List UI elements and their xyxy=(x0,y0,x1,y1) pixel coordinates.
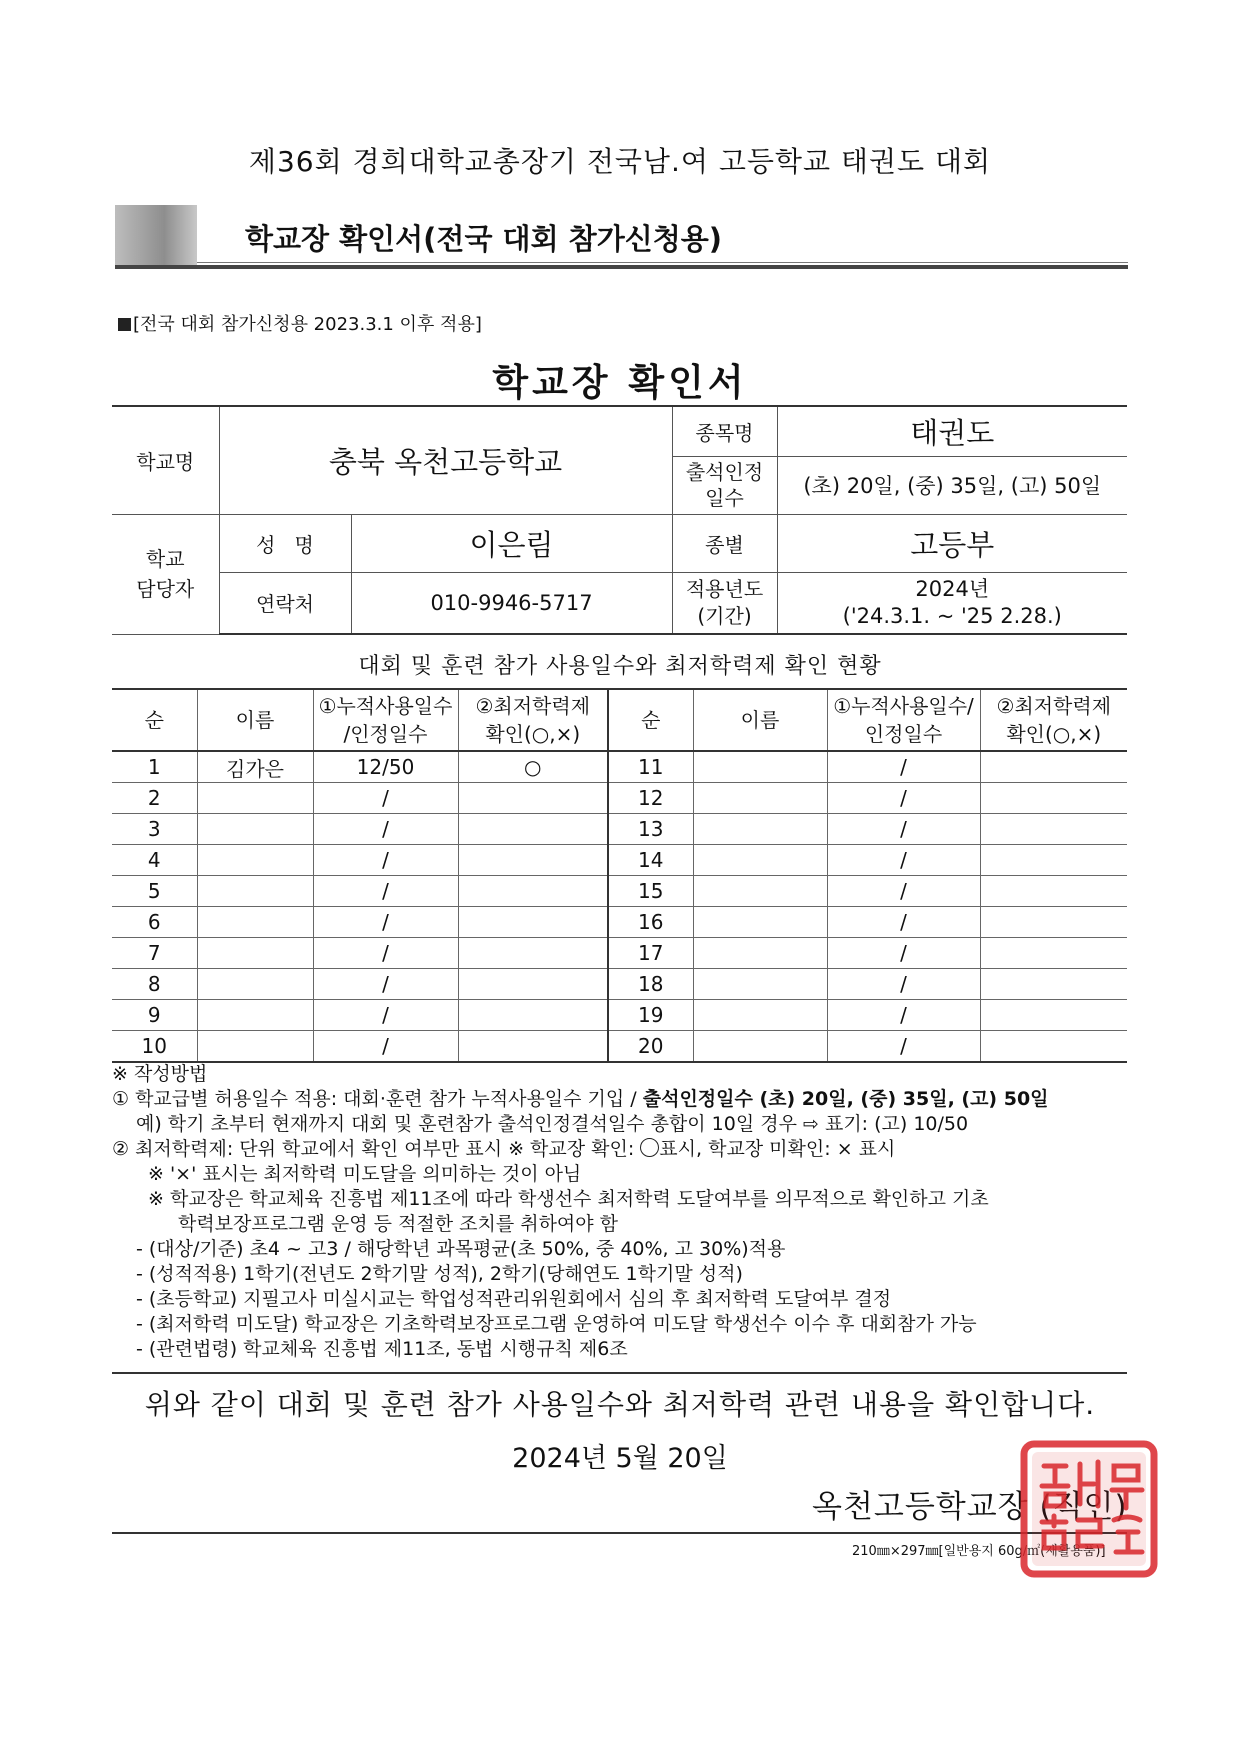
row-no: 4 xyxy=(112,845,197,876)
col-days-right-line2: 인정일수 xyxy=(864,722,943,746)
row-check-right xyxy=(980,876,1127,907)
row-days-right: / xyxy=(827,814,980,845)
row-no-right: 11 xyxy=(608,751,693,783)
row-name-right xyxy=(693,1000,827,1031)
row-days-right: / xyxy=(827,845,980,876)
row-check-right xyxy=(980,1000,1127,1031)
row-days: / xyxy=(313,845,458,876)
notice-text: [전국 대회 참가신청용 2023.3.1 이후 적용] xyxy=(133,314,482,335)
school-label: 학교명 xyxy=(112,406,219,514)
method-line-10: - (최저학력 미도달) 학교장은 기초학력보장프로그램 운영하여 미도달 학생선수 이수 후 대회참가 가능 xyxy=(136,1313,977,1335)
row-no: 3 xyxy=(112,814,197,845)
row-name-right xyxy=(693,938,827,969)
year-label-line1: 적용년도 xyxy=(685,576,764,601)
row-days: / xyxy=(313,1000,458,1031)
official-seal-icon xyxy=(1018,1438,1160,1580)
row-check-right xyxy=(980,1031,1127,1063)
row-days: / xyxy=(313,876,458,907)
row-check xyxy=(458,814,608,845)
method-line-6: 학력보장프로그램 운영 등 적절한 조치를 취하여야 함 xyxy=(178,1213,619,1235)
method-line-2: 예) 학기 초부터 현재까지 대회 및 훈련참가 출석인정결석일수 총합이 10일 경우 ⇨ 표기: (고) 10/50 xyxy=(136,1113,969,1135)
row-days: / xyxy=(313,814,458,845)
row-name xyxy=(197,845,313,876)
method-line-4: ※ '×' 표시는 최저학력 미도달을 의미하는 것이 아님 xyxy=(148,1163,582,1185)
table-row xyxy=(112,845,1127,876)
row-check xyxy=(458,1000,608,1031)
year-value-line2: ('24.3.1. ~ '25 2.28.) xyxy=(842,603,1062,628)
row-no: 8 xyxy=(112,969,197,1000)
table-row xyxy=(112,907,1127,938)
contact-value: 010-9946-5717 xyxy=(351,572,672,634)
row-check xyxy=(458,907,608,938)
row-name-right xyxy=(693,969,827,1000)
method-line-3a: ② 최저학력제: 단위 학교에서 확인 여부만 표시 ※ 학교장 확인: xyxy=(112,1138,641,1160)
method-line-8: - (성적적용) 1학기(전년도 2학기말 성적), 2학기(당해연도 1학기말 성적) xyxy=(136,1263,743,1285)
attendance-value: (초) 20일, (중) 35일, (고) 50일 xyxy=(777,456,1127,514)
row-name xyxy=(197,1000,313,1031)
row-no-right: 19 xyxy=(608,1000,693,1031)
col-check xyxy=(458,689,608,751)
row-days: / xyxy=(313,969,458,1000)
method-line-1b: 출석인정일수 (초) 20일, (중) 35일, (고) 50일 xyxy=(642,1088,1049,1110)
row-no: 2 xyxy=(112,783,197,814)
row-days-right: / xyxy=(827,751,980,783)
col-days-line1: ①누적사용일수 xyxy=(318,694,453,718)
band-rule xyxy=(115,265,1128,269)
row-days: / xyxy=(313,938,458,969)
circle-mark-icon xyxy=(640,1138,659,1157)
col-name-right: 이름 xyxy=(693,689,827,751)
method-title: ※ 작성방법 xyxy=(112,1063,208,1085)
method-line-5: ※ 학교장은 학교체육 진흥법 제11조에 따라 학생선수 최저학력 도달여부를 의무적으로 확인하고 기초 xyxy=(148,1188,989,1210)
row-name xyxy=(197,876,313,907)
status-table xyxy=(112,688,1127,1063)
row-name-right xyxy=(693,907,827,938)
separator-line xyxy=(112,1372,1127,1374)
col-days-right xyxy=(827,689,980,751)
row-check-right xyxy=(980,751,1127,783)
attendance-label-line2: 일수 xyxy=(705,486,744,510)
issue-date: 2024년 5월 20일 xyxy=(512,1443,728,1474)
year-value xyxy=(777,572,1127,634)
col-check-right xyxy=(980,689,1127,751)
table-row xyxy=(112,876,1127,907)
row-days-right: / xyxy=(827,1000,980,1031)
row-days: / xyxy=(313,783,458,814)
row-no: 5 xyxy=(112,876,197,907)
row-check xyxy=(458,938,608,969)
row-days: / xyxy=(313,907,458,938)
table-row xyxy=(112,783,1127,814)
attendance-label-line1: 출석인정 xyxy=(685,460,764,484)
manager-label-line2: 담당자 xyxy=(136,577,195,601)
contact-label: 연락처 xyxy=(219,572,351,634)
document-title: 학교장 확인서 xyxy=(492,361,748,404)
row-check: ○ xyxy=(458,751,608,783)
row-no-right: 17 xyxy=(608,938,693,969)
manager-label-line1: 학교 xyxy=(145,547,185,571)
event-label: 종목명 xyxy=(672,406,777,456)
method-line-9: - (초등학교) 지필고사 미실시교는 학업성적관리위원회에서 심의 후 최저학력 도달여부 결정 xyxy=(136,1288,892,1310)
status-rows xyxy=(112,751,1127,1062)
row-no-right: 14 xyxy=(608,845,693,876)
notice xyxy=(118,310,482,336)
row-days: 12/50 xyxy=(313,751,458,783)
row-no: 10 xyxy=(112,1031,197,1063)
method-line-7: - (대상/기준) 초4 ~ 고3 / 해당학년 과목평균(초 50%, 중 40%, 고 30%)적용 xyxy=(136,1238,786,1260)
row-check-right xyxy=(980,969,1127,1000)
col-check-right-line1: ②최저학력제 xyxy=(996,694,1112,718)
row-name-right xyxy=(693,845,827,876)
method-line-1a: ① 학교급별 허용일수 적용: 대회·훈련 참가 누적사용일수 기입 / xyxy=(112,1088,643,1110)
method-line-3 xyxy=(112,1137,1152,1162)
event-value: 태권도 xyxy=(777,406,1127,456)
row-days-right: / xyxy=(827,876,980,907)
col-days-right-line1: ①누적사용일수/ xyxy=(833,694,974,718)
method-line-1 xyxy=(112,1087,1152,1112)
row-no-right: 15 xyxy=(608,876,693,907)
row-check xyxy=(458,876,608,907)
row-name-right xyxy=(693,814,827,845)
manager-label xyxy=(112,514,219,634)
row-name-right xyxy=(693,751,827,783)
row-days-right: / xyxy=(827,1031,980,1063)
row-check xyxy=(458,783,608,814)
row-no-right: 18 xyxy=(608,969,693,1000)
row-name xyxy=(197,907,313,938)
row-days-right: / xyxy=(827,938,980,969)
name-value: 이은림 xyxy=(351,514,672,572)
col-no: 순 xyxy=(112,689,197,751)
row-name xyxy=(197,783,313,814)
division-label: 종별 xyxy=(672,514,777,572)
row-name-right xyxy=(693,876,827,907)
row-check-right xyxy=(980,814,1127,845)
year-label xyxy=(672,572,777,634)
row-name xyxy=(197,969,313,1000)
attendance-label xyxy=(672,456,777,514)
bottom-rule xyxy=(112,1532,1127,1534)
table-row xyxy=(112,1000,1127,1031)
row-name xyxy=(197,1031,313,1063)
row-no: 1 xyxy=(112,751,197,783)
table-row xyxy=(112,814,1127,845)
band-title: 학교장 확인서(전국 대회 참가신청용) xyxy=(245,222,723,256)
row-check-right xyxy=(980,783,1127,814)
square-bullet-icon xyxy=(118,318,131,331)
row-no: 7 xyxy=(112,938,197,969)
row-name-right xyxy=(693,1031,827,1063)
table-row xyxy=(112,1031,1127,1063)
row-name-right xyxy=(693,783,827,814)
row-no: 9 xyxy=(112,1000,197,1031)
row-no-right: 16 xyxy=(608,907,693,938)
confirmation-statement: 위와 같이 대회 및 훈련 참가 사용일수와 최저학력 관련 내용을 확인합니다. xyxy=(144,1388,1096,1421)
row-name xyxy=(197,814,313,845)
year-label-line2: (기간) xyxy=(697,603,752,628)
row-no-right: 20 xyxy=(608,1031,693,1063)
row-check xyxy=(458,969,608,1000)
col-name: 이름 xyxy=(197,689,313,751)
col-check-right-line2: 확인(○,×) xyxy=(1006,722,1102,746)
col-no-right: 순 xyxy=(608,689,693,751)
col-check-line1: ②최저학력제 xyxy=(475,694,591,718)
row-days-right: / xyxy=(827,907,980,938)
title-band xyxy=(115,205,1128,267)
band-thin-rule xyxy=(197,262,1128,263)
band-gray-block xyxy=(115,205,197,267)
row-no-right: 12 xyxy=(608,783,693,814)
col-days xyxy=(313,689,458,751)
method-line-11: - (관련법령) 학교체육 진흥법 제11조, 동법 시행규칙 제6조 xyxy=(136,1338,628,1360)
year-value-line1: 2024년 xyxy=(915,576,990,601)
row-no-right: 13 xyxy=(608,814,693,845)
row-check xyxy=(458,1031,608,1063)
paper-spec: 210㎜×297㎜[일반용지 60g/㎡(재활용품)] xyxy=(852,1544,1106,1559)
table-row xyxy=(112,938,1127,969)
writing-method xyxy=(112,1062,1152,1362)
name-label: 성 명 xyxy=(219,514,351,572)
division-value: 고등부 xyxy=(777,514,1127,572)
row-days-right: / xyxy=(827,969,980,1000)
competition-title: 제36회 경희대학교총장기 전국남.여 고등학교 태권도 대회 xyxy=(248,145,992,178)
row-days: / xyxy=(313,1031,458,1063)
method-line-3b: 표시, 학교장 미확인: × 표시 xyxy=(659,1138,896,1160)
row-check-right xyxy=(980,845,1127,876)
col-days-line2: /인정일수 xyxy=(343,722,428,746)
school-value: 충북 옥천고등학교 xyxy=(219,406,672,514)
col-check-line2: 확인(○,×) xyxy=(485,722,581,746)
row-name xyxy=(197,938,313,969)
table-row xyxy=(112,751,1127,783)
row-check xyxy=(458,845,608,876)
row-no: 6 xyxy=(112,907,197,938)
row-check-right xyxy=(980,907,1127,938)
principal-signature: 옥천고등학교장 (직인) xyxy=(812,1489,1128,1525)
info-table xyxy=(112,405,1127,635)
row-days-right: / xyxy=(827,783,980,814)
row-check-right xyxy=(980,938,1127,969)
row-name: 김가은 xyxy=(197,751,313,783)
status-heading: 대회 및 훈련 참가 사용일수와 최저학력제 확인 현황 xyxy=(358,654,882,679)
table-row xyxy=(112,969,1127,1000)
